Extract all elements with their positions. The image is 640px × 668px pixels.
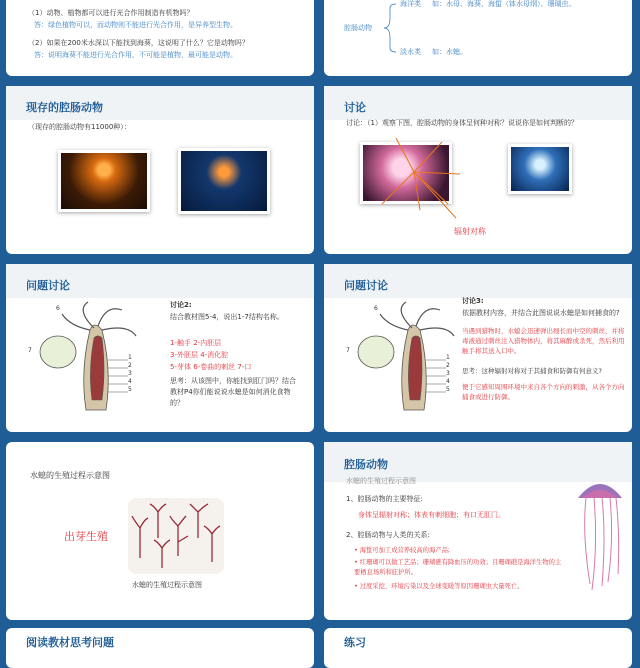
slide-classification[interactable] — [324, 0, 632, 76]
slide-title: 腔肠动物 — [344, 458, 388, 471]
slide-title: 水螅的生殖过程示意图 — [30, 471, 110, 480]
marine-label: 海洋类 — [400, 0, 421, 8]
jellyfish-illustration — [572, 474, 628, 594]
slide-existing-coelenterates[interactable] — [6, 86, 314, 254]
relation-item-1: • 海蜇可加工成营养较高的海产品; — [354, 547, 450, 554]
discussion-question: 讨论：（1）观察下图，腔肠动物的身体呈何种对称？说说你是如何判断的？ — [346, 119, 578, 127]
label-6: 6 — [374, 305, 378, 312]
slide-problem-discussion-3[interactable] — [324, 264, 632, 432]
slide-title: 讨论 — [344, 101, 366, 114]
question-1: （1）动物、植物都可以进行光合作用制造有机物吗？ — [28, 9, 194, 17]
relation-heading: 2、腔肠动物与人类的关系: — [346, 531, 430, 539]
label-1: 1 — [128, 354, 132, 361]
slide-title: 问题讨论 — [344, 279, 388, 292]
fresh-examples: 如：水螅。 — [432, 48, 467, 56]
label-1: 1 — [446, 354, 450, 361]
parts-line-3: 5-芽体 6-卷曲的刺丝 7-口 — [170, 363, 252, 371]
bracket-lines — [324, 0, 632, 76]
label-2: 2 — [128, 362, 132, 369]
label-5: 5 — [446, 386, 450, 393]
slide-discussion-symmetry[interactable] — [324, 86, 632, 254]
feature-text: 身体呈辐射对称；体表有刺细胞；有口无肛门。 — [358, 511, 505, 519]
think-question: 思考：从该图中，你能找到肛门吗？结合教材P4你们能说说水螅是如何消化食物的？ — [170, 377, 296, 407]
discussion-answer: 当遇到猎物时，水螅会迅速弹出细长而中空的刺丝，并将毒液通过刺丝注入猎物体内，将其麻醉或杀死，然后利用触手将其送入口中。 — [462, 327, 625, 356]
label-2: 2 — [446, 362, 450, 369]
answer-2: 答：说明海葵不能进行光合作用，不可能是植物，最可能是动物。 — [34, 51, 237, 59]
symmetry-caption: 辐射对称 — [454, 227, 486, 236]
root-label: 腔肠动物 — [344, 24, 372, 32]
slide-title: 阅读教材思考问题 — [26, 636, 114, 649]
parts-line-1: 1-触手 2-内胚层 — [170, 339, 222, 347]
slide-reading[interactable] — [6, 628, 314, 668]
label-4: 4 — [446, 378, 450, 385]
marine-examples: 如：水母、海葵、海蜇（钵水母纲）、珊瑚虫。 — [432, 0, 576, 8]
label-7: 7 — [346, 347, 350, 354]
budding-label: 出芽生殖 — [64, 530, 108, 543]
think-answer: 便于它感知周围环境中来自各个方向的刺激，从各个方向捕食或进行防御。 — [462, 383, 625, 402]
orange-jellyfish-photo — [58, 150, 150, 212]
blue-jellyfish-photo — [178, 148, 270, 214]
fresh-label: 淡水类 — [400, 48, 421, 56]
slide-exercise[interactable] — [324, 628, 632, 668]
slide-review-questions[interactable] — [6, 0, 314, 76]
relation-item-2: • 红珊瑚可以做工艺品；珊瑚礁有降血压的功效；且珊瑚礁是海洋生物的主要栖息场所和庇护所。 — [354, 559, 562, 576]
slide-subtitle: 水螅的生殖过程示意图 — [346, 477, 416, 485]
feature-heading: 1、腔肠动物的主要特征: — [346, 495, 423, 503]
relation-item-3: • 过度采挖、环境污染以及全球变暖等原因珊瑚虫大量死亡。 — [354, 583, 524, 590]
slide-budding-diagram[interactable] — [6, 442, 314, 620]
question-2: （2）如果在200米水深以下能找到海葵，这说明了什么？它是动物吗？ — [28, 39, 249, 47]
slide-problem-discussion-2[interactable] — [6, 264, 314, 432]
slide-coelenterate-summary[interactable] — [324, 442, 632, 620]
label-6: 6 — [56, 305, 60, 312]
slide-title: 练习 — [344, 636, 366, 649]
diagram-caption: 水螅的生殖过程示意图 — [132, 581, 202, 589]
label-5: 5 — [128, 386, 132, 393]
slide-title: 问题讨论 — [26, 279, 70, 292]
label-7: 7 — [28, 347, 32, 354]
discussion-head: 讨论3: — [462, 297, 484, 305]
discussion-question: 依据教材内容，并结合此图说说水螅是如何捕食的? — [462, 309, 620, 317]
label-3: 3 — [128, 370, 132, 377]
slide-subtitle: （现存的腔肠动物有11000种）： — [28, 123, 131, 131]
discussion-text: 结合教材图5-4，说出1-7结构名称。 — [170, 313, 284, 321]
think-question: 思考：这种辐射对称对于其捕食和防御有何意义? — [462, 367, 602, 375]
discussion-head: 讨论2: — [170, 301, 192, 309]
label-3: 3 — [446, 370, 450, 377]
parts-line-2: 3-外胚层 4-消化腔 — [170, 351, 229, 359]
label-4: 4 — [128, 378, 132, 385]
aqua-jellyfish-photo — [508, 144, 572, 194]
budding-illustration — [128, 498, 224, 574]
answer-1: 答：绿色植物可以，而动物则不能进行光合作用，是异养型生物。 — [34, 21, 237, 29]
slide-title: 现存的腔肠动物 — [26, 101, 103, 114]
